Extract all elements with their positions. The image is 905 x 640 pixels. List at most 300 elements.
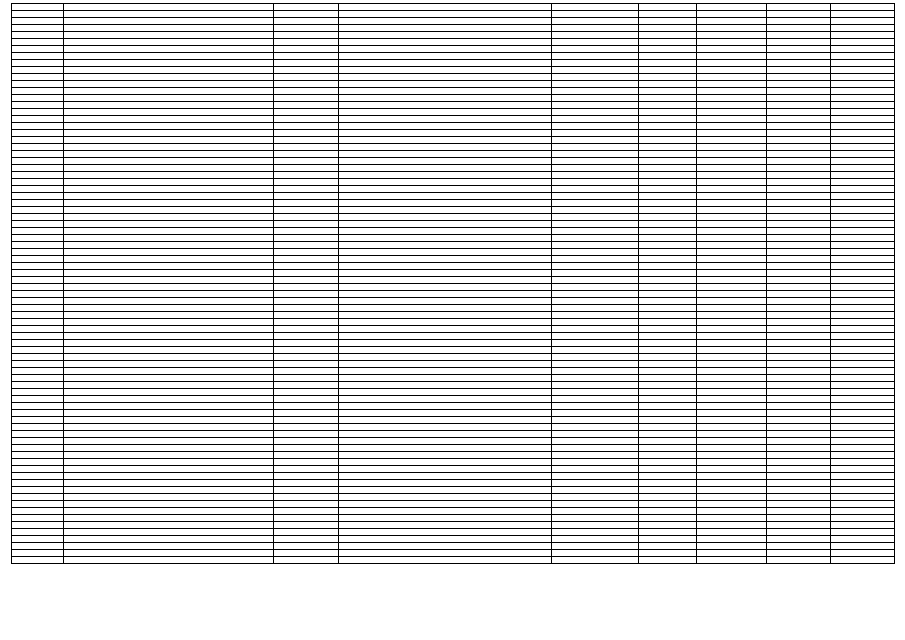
year-cell [274,550,339,557]
id-cell [12,298,64,305]
start-year-cell [552,494,639,501]
end-year-cell [639,270,697,277]
end-year-cell [639,88,697,95]
id-cell [12,32,64,39]
start-year-cell [552,466,639,473]
amount-1-cell [697,536,767,543]
amount-3-cell [831,88,895,95]
start-year-cell [552,375,639,382]
amount-2-cell [767,431,831,438]
amount-2-cell [767,543,831,550]
work-type-cell [339,137,552,144]
id-cell [12,508,64,515]
amount-2-cell [767,214,831,221]
amount-2-cell [767,403,831,410]
amount-2-cell [767,109,831,116]
year-cell [274,326,339,333]
end-year-cell [639,109,697,116]
table-row [12,473,895,480]
end-year-cell [639,305,697,312]
amount-3-cell [831,130,895,137]
table-row [12,557,895,564]
amount-3-cell [831,53,895,60]
amount-2-cell [767,11,831,18]
amount-2-cell [767,270,831,277]
amount-2-cell [767,88,831,95]
amount-1-cell [697,396,767,403]
amount-3-cell [831,179,895,186]
work-type-cell [339,550,552,557]
id-cell [12,256,64,263]
table-row [12,347,895,354]
id-cell [12,151,64,158]
address-cell [64,466,274,473]
work-type-cell [339,340,552,347]
work-type-cell [339,25,552,32]
start-year-cell [552,137,639,144]
address-cell [64,375,274,382]
amount-1-cell [697,123,767,130]
start-year-cell [552,263,639,270]
address-cell [64,480,274,487]
year-cell [274,459,339,466]
start-year-cell [552,151,639,158]
address-cell [64,144,274,151]
end-year-cell [639,4,697,11]
end-year-cell [639,74,697,81]
work-type-cell [339,102,552,109]
start-year-cell [552,515,639,522]
year-cell [274,67,339,74]
end-year-cell [639,515,697,522]
table-row [12,410,895,417]
end-year-cell [639,67,697,74]
amount-2-cell [767,326,831,333]
work-type-cell [339,67,552,74]
table-row [12,501,895,508]
start-year-cell [552,235,639,242]
table-row [12,74,895,81]
amount-1-cell [697,277,767,284]
start-year-cell [552,536,639,543]
address-cell [64,193,274,200]
amount-2-cell [767,480,831,487]
amount-3-cell [831,200,895,207]
amount-2-cell [767,347,831,354]
end-year-cell [639,452,697,459]
work-type-cell [339,123,552,130]
start-year-cell [552,74,639,81]
work-type-cell [339,235,552,242]
end-year-cell [639,207,697,214]
address-cell [64,368,274,375]
id-cell [12,459,64,466]
amount-1-cell [697,235,767,242]
address-cell [64,235,274,242]
year-cell [274,123,339,130]
address-cell [64,172,274,179]
table-row [12,25,895,32]
end-year-cell [639,214,697,221]
id-cell [12,74,64,81]
year-cell [274,25,339,32]
work-type-cell [339,319,552,326]
year-cell [274,186,339,193]
start-year-cell [552,249,639,256]
amount-2-cell [767,18,831,25]
id-cell [12,214,64,221]
amount-2-cell [767,368,831,375]
amount-2-cell [767,417,831,424]
end-year-cell [639,389,697,396]
end-year-cell [639,249,697,256]
amount-3-cell [831,550,895,557]
work-type-cell [339,144,552,151]
amount-3-cell [831,305,895,312]
start-year-cell [552,88,639,95]
amount-1-cell [697,221,767,228]
table-row [12,123,895,130]
end-year-cell [639,480,697,487]
amount-1-cell [697,494,767,501]
amount-3-cell [831,403,895,410]
id-cell [12,466,64,473]
end-year-cell [639,319,697,326]
amount-2-cell [767,123,831,130]
id-cell [12,536,64,543]
year-cell [274,438,339,445]
amount-1-cell [697,333,767,340]
start-year-cell [552,284,639,291]
amount-1-cell [697,249,767,256]
work-type-cell [339,536,552,543]
amount-3-cell [831,298,895,305]
id-cell [12,368,64,375]
start-year-cell [552,557,639,564]
id-cell [12,375,64,382]
amount-2-cell [767,298,831,305]
amount-3-cell [831,543,895,550]
address-cell [64,116,274,123]
work-type-cell [339,60,552,67]
year-cell [274,60,339,67]
address-cell [64,151,274,158]
amount-2-cell [767,389,831,396]
end-year-cell [639,424,697,431]
amount-1-cell [697,319,767,326]
year-cell [274,39,339,46]
id-cell [12,522,64,529]
address-cell [64,452,274,459]
amount-3-cell [831,389,895,396]
amount-2-cell [767,529,831,536]
work-type-cell [339,207,552,214]
amount-3-cell [831,74,895,81]
year-cell [274,95,339,102]
amount-1-cell [697,550,767,557]
amount-2-cell [767,452,831,459]
id-cell [12,235,64,242]
address-cell [64,522,274,529]
amount-3-cell [831,368,895,375]
start-year-cell [552,172,639,179]
amount-1-cell [697,382,767,389]
end-year-cell [639,501,697,508]
table-row [12,144,895,151]
table-row [12,305,895,312]
amount-1-cell [697,60,767,67]
year-cell [274,417,339,424]
amount-3-cell [831,81,895,88]
amount-3-cell [831,235,895,242]
amount-3-cell [831,459,895,466]
table-row [12,151,895,158]
address-cell [64,501,274,508]
amount-1-cell [697,46,767,53]
address-cell [64,242,274,249]
start-year-cell [552,389,639,396]
end-year-cell [639,102,697,109]
end-year-cell [639,473,697,480]
address-cell [64,291,274,298]
amount-3-cell [831,116,895,123]
table-row [12,179,895,186]
amount-2-cell [767,291,831,298]
work-type-cell [339,4,552,11]
id-cell [12,480,64,487]
id-cell [12,347,64,354]
table-row [12,277,895,284]
year-cell [274,389,339,396]
work-type-cell [339,158,552,165]
address-cell [64,165,274,172]
id-cell [12,53,64,60]
start-year-cell [552,109,639,116]
amount-3-cell [831,46,895,53]
amount-2-cell [767,515,831,522]
amount-1-cell [697,256,767,263]
amount-2-cell [767,522,831,529]
work-type-cell [339,508,552,515]
amount-3-cell [831,340,895,347]
end-year-cell [639,39,697,46]
year-cell [274,543,339,550]
address-cell [64,207,274,214]
id-cell [12,445,64,452]
work-type-cell [339,543,552,550]
year-cell [274,179,339,186]
work-type-cell [339,501,552,508]
amount-2-cell [767,256,831,263]
start-year-cell [552,501,639,508]
end-year-cell [639,508,697,515]
amount-1-cell [697,109,767,116]
id-cell [12,144,64,151]
year-cell [274,151,339,158]
start-year-cell [552,186,639,193]
address-cell [64,4,274,11]
year-cell [274,319,339,326]
address-cell [64,60,274,67]
address-cell [64,438,274,445]
amount-3-cell [831,18,895,25]
table-row [12,417,895,424]
year-cell [274,53,339,60]
year-cell [274,410,339,417]
amount-2-cell [767,333,831,340]
address-cell [64,508,274,515]
start-year-cell [552,81,639,88]
start-year-cell [552,417,639,424]
amount-2-cell [767,466,831,473]
start-year-cell [552,60,639,67]
id-cell [12,4,64,11]
table-row [12,88,895,95]
amount-2-cell [767,74,831,81]
address-cell [64,312,274,319]
amount-1-cell [697,431,767,438]
work-type-cell [339,228,552,235]
work-type-cell [339,438,552,445]
address-cell [64,228,274,235]
amount-1-cell [697,25,767,32]
amount-2-cell [767,382,831,389]
address-cell [64,431,274,438]
year-cell [274,242,339,249]
address-cell [64,340,274,347]
year-cell [274,11,339,18]
work-type-cell [339,165,552,172]
address-cell [64,459,274,466]
end-year-cell [639,242,697,249]
table-row [12,466,895,473]
start-year-cell [552,228,639,235]
work-type-cell [339,130,552,137]
id-cell [12,312,64,319]
start-year-cell [552,361,639,368]
end-year-cell [639,81,697,88]
amount-1-cell [697,158,767,165]
address-cell [64,284,274,291]
amount-1-cell [697,193,767,200]
start-year-cell [552,368,639,375]
work-type-cell [339,480,552,487]
amount-1-cell [697,522,767,529]
table-row [12,109,895,116]
amount-3-cell [831,60,895,67]
end-year-cell [639,361,697,368]
table-row [12,165,895,172]
work-type-cell [339,424,552,431]
start-year-cell [552,25,639,32]
address-cell [64,39,274,46]
amount-1-cell [697,207,767,214]
amount-1-cell [697,270,767,277]
table-row [12,67,895,74]
address-cell [64,137,274,144]
work-type-cell [339,74,552,81]
table-row [12,424,895,431]
address-cell [64,494,274,501]
work-type-cell [339,39,552,46]
id-cell [12,452,64,459]
amount-1-cell [697,165,767,172]
year-cell [274,228,339,235]
amount-3-cell [831,410,895,417]
year-cell [274,81,339,88]
start-year-cell [552,529,639,536]
address-cell [64,326,274,333]
amount-1-cell [697,81,767,88]
table-row [12,137,895,144]
id-cell [12,130,64,137]
amount-3-cell [831,137,895,144]
year-cell [274,200,339,207]
address-cell [64,102,274,109]
id-cell [12,249,64,256]
end-year-cell [639,165,697,172]
address-cell [64,319,274,326]
amount-1-cell [697,305,767,312]
id-cell [12,389,64,396]
amount-1-cell [697,410,767,417]
amount-2-cell [767,81,831,88]
end-year-cell [639,32,697,39]
end-year-cell [639,375,697,382]
amount-2-cell [767,508,831,515]
work-type-cell [339,473,552,480]
end-year-cell [639,340,697,347]
amount-3-cell [831,256,895,263]
address-cell [64,298,274,305]
id-cell [12,193,64,200]
year-cell [274,137,339,144]
amount-2-cell [767,172,831,179]
work-type-cell [339,445,552,452]
address-cell [64,158,274,165]
address-cell [64,403,274,410]
amount-1-cell [697,466,767,473]
amount-2-cell [767,158,831,165]
amount-2-cell [767,53,831,60]
end-year-cell [639,221,697,228]
amount-1-cell [697,543,767,550]
amount-2-cell [767,375,831,382]
amount-3-cell [831,249,895,256]
end-year-cell [639,445,697,452]
end-year-cell [639,431,697,438]
start-year-cell [552,53,639,60]
year-cell [274,74,339,81]
year-cell [274,284,339,291]
end-year-cell [639,116,697,123]
amount-3-cell [831,508,895,515]
year-cell [274,361,339,368]
work-type-cell [339,263,552,270]
address-cell [64,25,274,32]
id-cell [12,319,64,326]
table-row [12,11,895,18]
amount-2-cell [767,557,831,564]
address-cell [64,487,274,494]
amount-3-cell [831,445,895,452]
address-cell [64,277,274,284]
id-cell [12,284,64,291]
start-year-cell [552,277,639,284]
table-row [12,536,895,543]
amount-1-cell [697,354,767,361]
id-cell [12,158,64,165]
